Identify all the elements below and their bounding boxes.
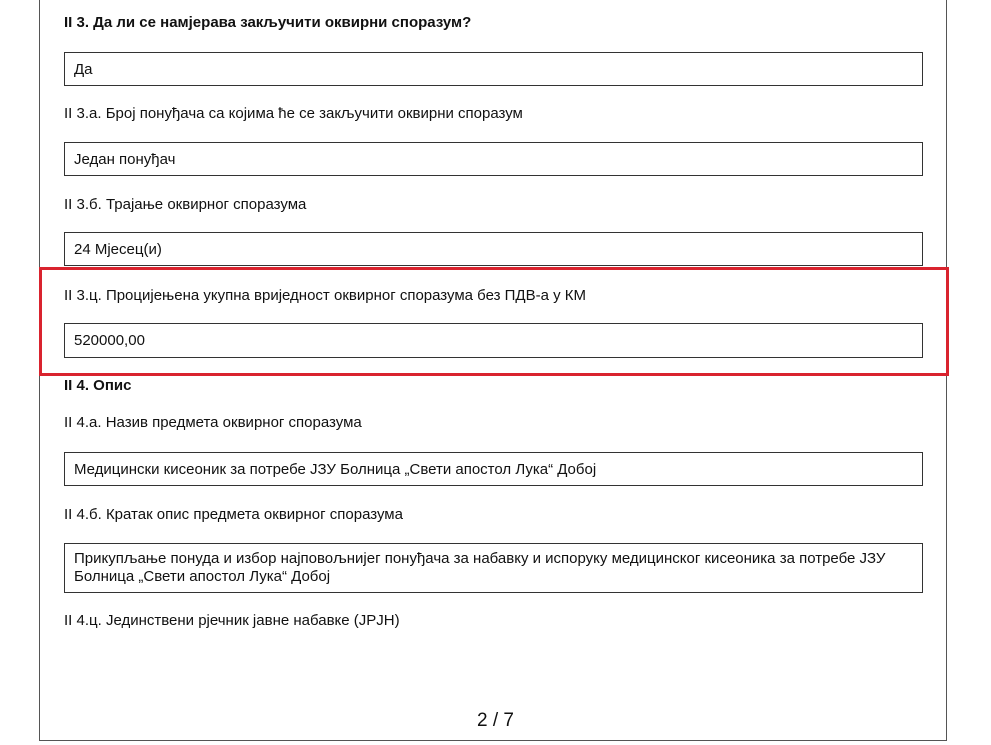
section-4-heading: II 4. Опис (64, 377, 132, 394)
procurement-vocabulary-label: II 4.ц. Јединствени рјечник јавне набавке (ЈРЈН) (64, 612, 400, 629)
estimated-value-label: II 3.ц. Процијењена укупна вриједност оквирног споразума без ПДВ-а у КМ (64, 287, 587, 304)
subject-name-field: Медицински кисеоник за потребе ЈЗУ Болница „Свети апостол Лука“ Добој (64, 452, 923, 486)
short-description-label: II 4.б. Кратак опис предмета оквирног споразума (64, 506, 403, 523)
estimated-value-field: 520000,00 (64, 323, 923, 358)
agreement-duration-field: 24 Мјесец(и) (64, 232, 923, 266)
subject-name-label: II 4.а. Назив предмета оквирног споразума (64, 414, 362, 431)
framework-agreement-answer-field: Да (64, 52, 923, 86)
bidders-count-label: II 3.а. Број понуђача са којима ће се закључити оквирни споразум (64, 105, 523, 122)
bidders-count-field: Један понуђач (64, 142, 923, 176)
page-number: 2 / 7 (477, 710, 514, 731)
short-description-field: Прикупљање понуда и избор најповољнијег понуђача за набавку и испоруку медицинског кисеоника за потребе ЈЗУ Болница „Свети апостол Лука“ Добој (64, 543, 923, 593)
agreement-duration-label: II 3.б. Трајање оквирног споразума (64, 196, 307, 213)
section-3-heading: II 3. Да ли се намјерава закључити оквирни споразум? (64, 14, 472, 31)
